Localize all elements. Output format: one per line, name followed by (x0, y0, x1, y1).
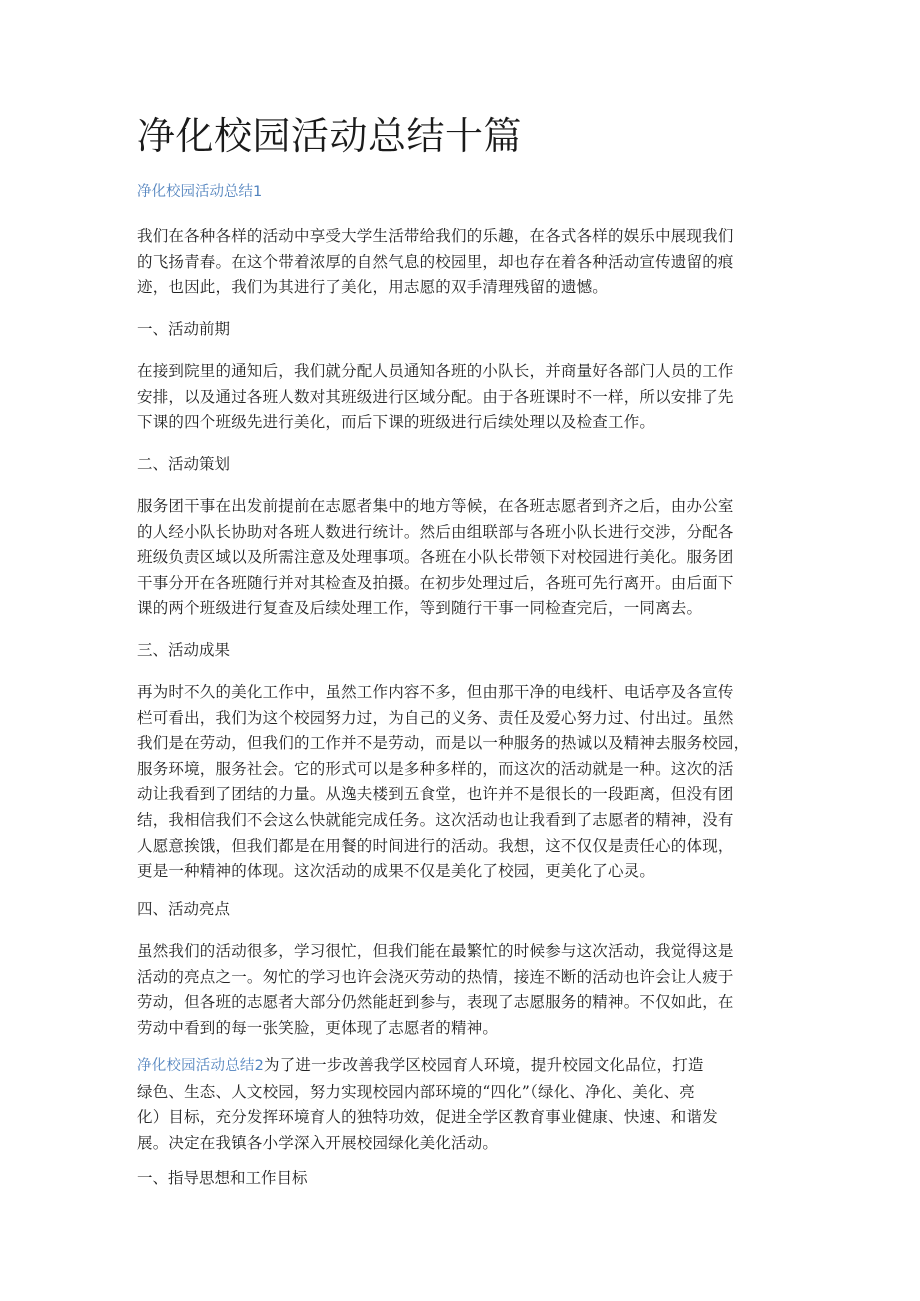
section-heading-3: 三、活动成果 (137, 641, 231, 659)
paragraph-line: 动让我看到了团结的力量。从逸夫楼到五食堂，也许并不是很长的一段距离，但没有团 (137, 785, 734, 804)
intro-paragraph (137, 224, 789, 301)
section-label-2: 净化校园活动总结2 (137, 1058, 265, 1074)
paragraph-line: 劳动，但各班的志愿者大部分仍然能赶到参与，表现了志愿服务的精神。不仅如此，在 (137, 993, 734, 1012)
intro-line: 的飞扬青春。在这个带着浓厚的自然气息的校园里，却也存在着各种活动宣传遗留的痕 (137, 252, 734, 271)
paragraph-line (137, 1053, 789, 1080)
paragraph-line: 班级负责区域以及所需注意及处理事项。各班在小队长带领下对校园进行美化。服务团 (137, 548, 734, 567)
paragraph-line: 人愿意挨饿，但我们都是在用餐的时间进行的活动。我想，这不仅仅是责任心的体现， (137, 836, 734, 855)
paragraph-line: 下课的四个班级先进行美化，而后下课的班级进行后续处理以及检查工作。 (137, 413, 656, 432)
paragraph-4 (137, 939, 789, 1041)
section-heading-1: 一、活动前期 (137, 320, 231, 338)
paragraph-line: 在接到院里的通知后，我们就分配人员通知各班的小队长，并商量好各部门人员的工作 (137, 362, 734, 380)
intro-line: 我们在各种各样的活动中享受大学生活带给我们的乐趣，在各式各样的娱乐中展现我们 (137, 227, 734, 245)
paragraph-line: 绿色、生态、人文校园，努力实现校园内部环境的“四化”（绿化、净化、美化、亮 (137, 1082, 696, 1101)
paragraph-line: 服务团干事在出发前提前在志愿者集中的地方等候，在各班志愿者到齐之后，由办公室 (137, 497, 734, 515)
paragraph-line: 化）目标，充分发挥环境育人的独特功效，促进全学区教育事业健康、快速、和谐发 (137, 1108, 718, 1127)
section-heading-2: 二、活动策划 (137, 455, 231, 473)
paragraph-line: 干事分开在各班随行并对其检查及拍摄。在初步处理过后，各班可先行离开。由后面下 (137, 573, 734, 592)
page-title: 净化校园活动总结十篇 (137, 114, 523, 158)
paragraph-line: 服务环境，服务社会。它的形式可以是多种多样的，而这次的活动就是一种。这次的活 (137, 759, 734, 778)
section-label-1: 净化校园活动总结1 (137, 184, 263, 200)
section-heading-5: 一、指导思想和工作目标 (137, 1169, 308, 1187)
section-heading-4: 四、活动亮点 (137, 900, 231, 918)
paragraph-line: 栏可看出，我们为这个校园努力过，为自己的义务、责任及爱心努力过、付出过。虽然 (137, 708, 734, 727)
paragraph-line: 的人经小队长协助对各班人数进行统计。然后由组联部与各班小队长进行交涉，分配各 (137, 522, 734, 541)
paragraph-line: 课的两个班级进行复查及后续处理工作，等到随行干事一同检查完后，一同离去。 (137, 599, 703, 618)
paragraph-line: 我们是在劳动，但我们的工作并不是劳动，而是以一种服务的热诚以及精神去服务校园， (137, 734, 750, 753)
paragraph-line: 安排，以及通过各班人数对其班级进行区域分配。由于各班课时不一样，所以安排了先 (137, 387, 734, 406)
paragraph-line: 展。决定在我镇各小学深入开展校园绿化美化活动。 (137, 1133, 499, 1152)
paragraph-5 (137, 1053, 789, 1156)
intro-line: 迹，也因此，我们为其进行了美化，用志愿的双手清理残留的遗憾。 (137, 278, 609, 297)
paragraph-line: 更是一种精神的体现。这次活动的成果不仅是美化了校园，更美化了心灵。 (137, 862, 656, 881)
paragraph-line: 再为时不久的美化工作中，虽然工作内容不多，但由那干净的电线杆、电话亭及各宣传 (137, 683, 734, 701)
paragraph-1 (137, 359, 789, 436)
paragraph-line: 结，我相信我们不会这么快就能完成任务。这次活动也让我看到了志愿者的精神，没有 (137, 810, 734, 829)
paragraph-2 (137, 494, 789, 622)
paragraph-3 (137, 680, 789, 885)
paragraph-line: 劳动中看到的每一张笑脸，更体现了志愿者的精神。 (137, 1018, 499, 1037)
paragraph-first-line-text: 为了进一步改善我学区校园育人环境，提升校园文化品位，打造 (264, 1056, 704, 1074)
paragraph-line: 活动的亮点之一。匆忙的学习也许会浇灭劳动的热情，接连不断的活动也许会让人疲于 (137, 967, 734, 986)
paragraph-line: 虽然我们的活动很多，学习很忙，但我们能在最繁忙的时候参与这次活动，我觉得这是 (137, 942, 734, 960)
